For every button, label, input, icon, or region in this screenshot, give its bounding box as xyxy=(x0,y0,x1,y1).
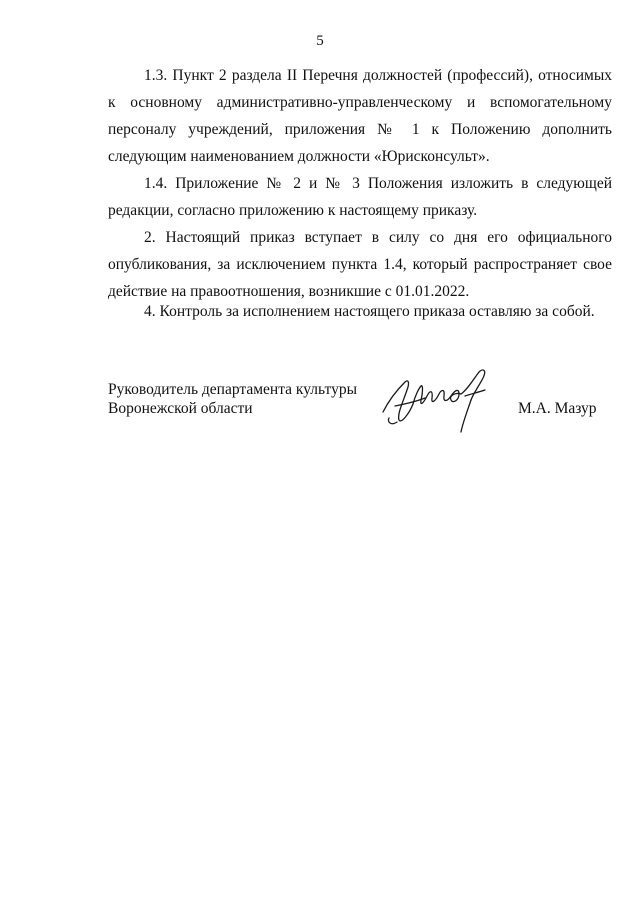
handwritten-signature xyxy=(375,360,505,440)
paragraph-2: 2. Настоящий приказ вступает в силу со дня его официального опубликования, за исключением пункта 1.4, который распространяет свое действие на правоотношения, возникшие с 01.01.2022. xyxy=(108,229,612,300)
paragraph-1-4: 1.4. Приложение № 2 и № 3 Положения изложить в следующей редакции, согласно приложению к настоящему приказу. xyxy=(108,175,612,219)
paragraph-1-3: 1.3. Пункт 2 раздела II Перечня должностей (профессий), относимых к основному административно-управленческому и вспомогательному персоналу учреждений, приложения № 1 к Положению дополнить следующим наименованием должности «Юрисконсульт». xyxy=(108,67,612,165)
signatory-name: М.А. Мазур xyxy=(518,400,597,417)
signatory-position xyxy=(108,380,357,418)
signatory-position-line-1: Руководитель департамента культуры xyxy=(108,381,357,398)
signatory-position-line-2: Воронежской области xyxy=(108,400,253,417)
paragraph-4: 4. Контроль за исполнением настоящего приказа оставляю за собой. xyxy=(144,303,595,320)
page-number: 5 xyxy=(316,33,324,49)
